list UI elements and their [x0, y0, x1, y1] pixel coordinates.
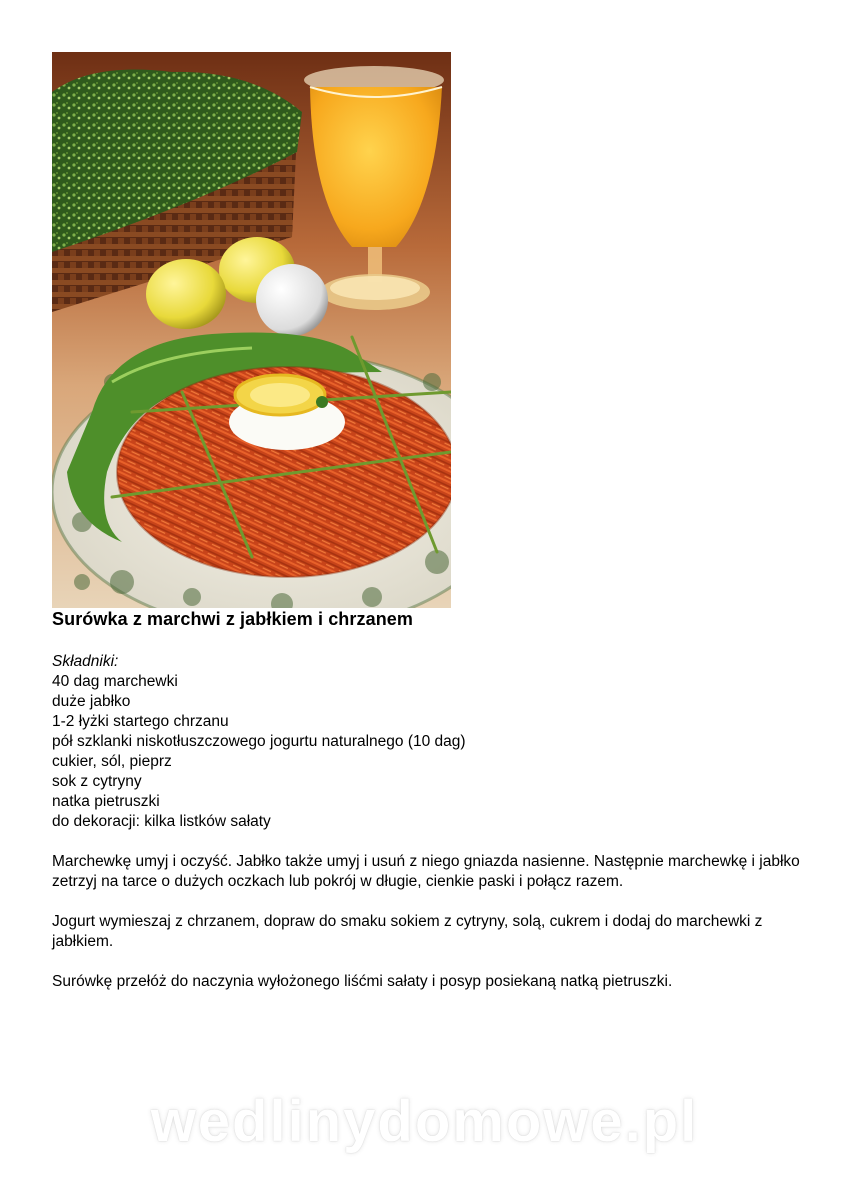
ingredient-item: 1-2 łyżki startego chrzanu: [52, 713, 229, 730]
ingredient-item: duże jabłko: [52, 693, 131, 710]
ingredient-item: sok z cytryny: [52, 773, 142, 790]
ingredient-item: 40 dag marchewki: [52, 673, 178, 690]
ingredient-item: natka pietruszki: [52, 793, 160, 810]
step-paragraph: Marchewkę umyj i oczyść. Jabłko także umyj i usuń z niego gniazda nasienne. Następnie marchewkę i jabłko zetrzyj na tarce o dużych oczkach lub pokrój w długie, cienkie paski i połącz razem.: [52, 853, 800, 890]
recipe-photo: [52, 52, 451, 608]
ingredient-item: pół szklanki niskotłuszczowego jogurtu naturalnego (10 dag): [52, 733, 466, 750]
ingredients-label: Składniki:: [52, 653, 119, 670]
ingredient-item: cukier, sól, pieprz: [52, 753, 172, 770]
site-watermark: wedlinydomowe.pl: [150, 1089, 699, 1154]
ingredient-item: do dekoracji: kilka listków sałaty: [52, 813, 271, 830]
step-paragraph: Jogurt wymieszaj z chrzanem, dopraw do smaku sokiem z cytryny, solą, cukrem i dodaj do marchewki z jabłkiem.: [52, 913, 763, 950]
recipe-title: Surówka z marchwi z jabłkiem i chrzanem: [52, 609, 414, 629]
recipe-body: [52, 652, 812, 992]
step-paragraph: Surówkę przełóż do naczynia wyłożonego liśćmi sałaty i posyp posiekaną natką pietruszki.: [52, 973, 673, 990]
